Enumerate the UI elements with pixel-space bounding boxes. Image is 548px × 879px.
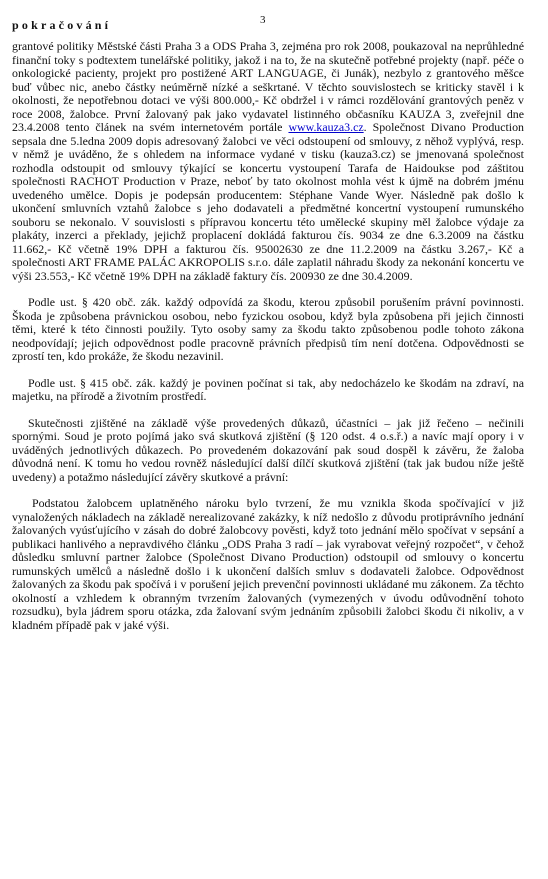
paragraph-2: Podle ust. § 420 obč. zák. každý odpovídá za škodu, kterou způsobil porušením právní povinnosti. Škoda je způsobena právnickou osobou, nebo fyzickou osobou, když byla způsobena při jejich činnosti těmi, které k této činnosti použily. Tyto osoby samy za škodu takto způsobenou podle tohoto zákona neodpovídají; jejich odpovědnost podle pracovně právních předpisů tím není dotčena. Odpovědnosti se zprostí ten, kdo prokáže, že škodu nezavinil.: [12, 295, 524, 363]
page-number: 3: [260, 14, 266, 26]
document-body: [12, 40, 524, 645]
paragraph-3: Podle ust. § 415 obč. zák. každý je povinen počínat si tak, aby nedocházelo ke škodám na zdraví, na majetku, na přírodě a životním prostředí.: [12, 375, 524, 403]
paragraph-1: [12, 40, 524, 283]
page-header: [12, 14, 536, 34]
paragraph-5: Podstatou žalobcem uplatněného nároku bylo tvrzení, že mu vznikla škoda spočívající v již vynaložených nákladech na základě nerealizované zakázky, k níž nedošlo z důvodu protiprávního jednání žalovaných vyúsťujícího v zásah do dobré žalobcovy pověsti, když toto jednání mělo spočívat v sepsání a publikaci hanlivého a nepravdivého článku „ODS Praha 3 radí – jak vyrabovat veřejný rozpočet“, v čehož důsledku smluvní partner žalobce (Společnost Divano Production) odstoupil od smlouvy o koncertu rumunských umělců a následně došlo i k ukončení dalších smluv s dodavateli žalobce. Odpovědnost žalovaných za škodu pak spočívá i v porušení jejich prevenční povinnosti ukládané mu zákonem. Za těchto okolností a vzhledem k obranným tvrzením žalovaných (vymezených v úvodu odůvodnění tohoto rozsudku), byla jádrem sporu otázka, zda žalovaní svým jednáním způsobili žalobci škodu či nikoliv, a v kladném případě pak v jaké výši.: [12, 496, 524, 632]
kauza3-link[interactable]: www.kauza3.cz: [288, 120, 364, 134]
paragraph-1-text-b: . Společnost Divano Production sepsala dne 5.ledna 2009 dopis adresovaný žalobci ve věci odstoupení od smlouvy, z něhož vyplývá, resp. v němž je uváděno, že s ohledem na informace vydané v tisku (kauza3.cz) se jmenovaná společnost rozhodla odstoupit od smlouvy týkající se koncertu vystoupení Tarafa de Haidoukse pod záštitou společnosti RACHOT Production v Praze, neboť by tato okolnost mohla vést k újmě na dobrém jménu uvedeného umělce. Dopis je podepsán producentem: Stéphane Vande Wyer. Následně pak došlo k ukončení smluvních vztahů žalobce s jeho dodavateli a předmětné koncertní vystoupení rumunského souboru se nekonalo. V souvislosti s přípravou koncertu této umělecké skupiny měl žalobce výdaje za plakáty, inzerci a překlady, jejichž proplacení dokládá fakturou čís. 9034 ze dne 6.3.2009 na částku 11.662,- Kč včetně 19% DPH a fakturou čís. 95002630 ze dne 11.2.2009 na částku 3.267,- Kč a společnosti ART FRAME PALÁC AKROPOLIS s.r.o. dále zaplatil náhradu škody za nekonání koncertu ve výši 23.553,- Kč včetně 19% DPH na základě faktury čís. 200930 ze dne 30.4.2009.: [12, 120, 524, 283]
paragraph-1-text-a: grantové politiky Městské části Praha 3 a ODS Praha 3, zejména pro rok 2008, poukazoval na neprůhledné finanční toky s podtextem tunelářské politiky, jakož i na to, že na skutečně potřebné projekty (např. péče o onkologické pacienty, projekt pro postižené ART LANGUAGE, či Junák), nezbylo z grantového měšce buď vůbec nic, anebo částky neúměrně nízké a seškrtané. V těchto souvislostech se kriticky stavěl i k okolnosti, že nepotřebnou dotaci ve výši 800.000,- Kč obdržel i v rámci rozdělování grantových peněz v roce 2008, žalobce. První žalovaný pak jako vydavatel listinného občasníku KAUZA 3, zveřejnil dne 23.4.2008 tento článek na svém internetovém portále: [12, 39, 524, 134]
running-head: pokračování: [12, 18, 112, 32]
paragraph-4: Skutečnosti zjištěné na základě výše provedených důkazů, účastníci – jak již řečeno – nečinili spornými. Soud je proto pojímá jako svá skutková zjištění (§ 120 odst. 4 o.s.ř.) a navíc mají opory i v uváděných jednotlivých důkazech. Po provedeném dokazování pak soud dospěl k závěru, že žaloba důvodná není. K tomu ho vedou rovněž následující další dílčí skutková zjištění (tak jak budou níže ještě uvedeny) a potažmo následující závěry skutkové a právní:: [12, 415, 524, 484]
